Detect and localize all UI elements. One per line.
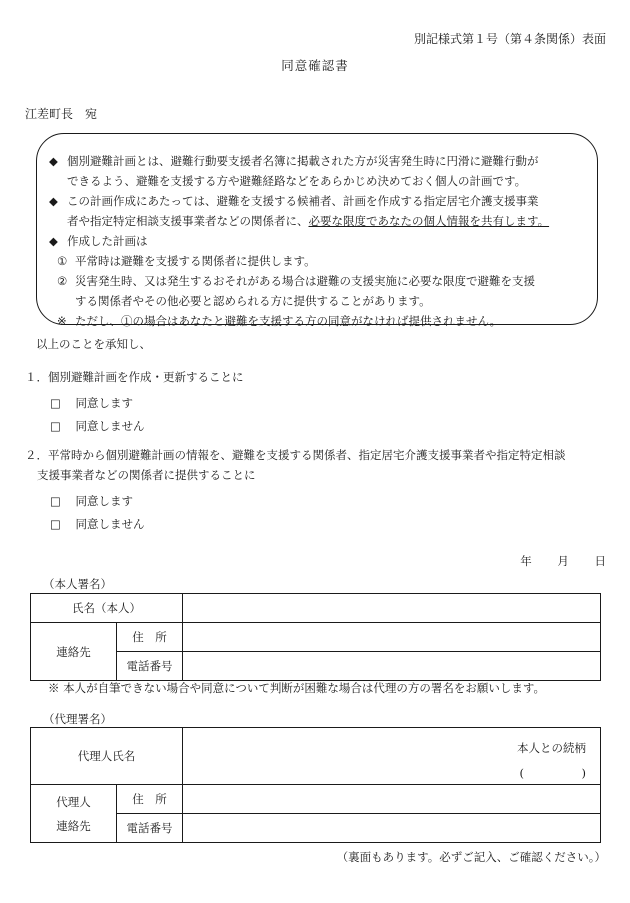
proxy-signature-table bbox=[30, 727, 601, 843]
notice-box bbox=[36, 133, 598, 328]
proxy-contact-label bbox=[31, 785, 117, 843]
notice-text: 作成した計画は bbox=[67, 234, 148, 248]
notice-text: できるよう、避難を支援する方や避難経路などをあらかじめ決めておく個人の計画です。 bbox=[67, 174, 527, 188]
self-phone-field[interactable] bbox=[183, 652, 601, 681]
notice-text: 災害発生時、又は発生するおそれがある場合は避難の支援実施に必要な限度で避難を支援 bbox=[75, 274, 535, 288]
relation-field[interactable]: ( ) bbox=[519, 766, 586, 780]
option-label: 同意します bbox=[75, 494, 133, 508]
notice-text: この計画作成にあたっては、避難を支援する候補者、計画を作成する指定居宅介護支援事業 bbox=[67, 194, 539, 208]
address-label: 住 所 bbox=[117, 785, 183, 814]
notice-text: 個別避難計画とは、避難行動要支援者名簿に掲載された方が災害発生時に円滑に避難行動が bbox=[67, 154, 539, 168]
proxy-name-label: 代理人氏名 bbox=[31, 728, 183, 785]
diamond-bullet-icon: ◆ bbox=[49, 194, 58, 208]
question-1: １．個別避難計画を作成・更新することに bbox=[25, 370, 244, 384]
q2-agree-option[interactable] bbox=[50, 495, 133, 509]
phone-label: 電話番号 bbox=[117, 652, 183, 681]
question-2: ２．平常時から個別避難計画の情報を、避難を支援する関係者、指定居宅介護支援事業者や指定特定相談 bbox=[25, 448, 566, 462]
option-label: 同意します bbox=[75, 396, 133, 410]
note-mark-icon: ※ bbox=[57, 314, 67, 328]
phone-label: 電話番号 bbox=[117, 814, 183, 843]
date-year-label: 年 bbox=[520, 554, 532, 568]
question-2-continued: 支援事業者などの関係者に提供することに bbox=[37, 468, 256, 482]
date-day-label: 日 bbox=[594, 554, 606, 568]
proxy-contact-line: 代理人 bbox=[56, 794, 91, 809]
notice-item-1 bbox=[49, 251, 583, 271]
checkbox-icon[interactable]: □ bbox=[50, 419, 61, 433]
proxy-contact-line: 連絡先 bbox=[56, 818, 91, 833]
proxy-phone-field[interactable] bbox=[183, 814, 601, 843]
diamond-bullet-icon: ◆ bbox=[49, 234, 58, 248]
diamond-bullet-icon: ◆ bbox=[49, 154, 58, 168]
circled-one-icon: ① bbox=[57, 254, 68, 268]
acknowledge-text: 以上のことを承知し、 bbox=[36, 337, 151, 351]
proxy-note: ※ 本人が自筆できない場合や同意について判断が困難な場合は代理の方の署名をお願いします。 bbox=[48, 681, 546, 695]
notice-bullet-2 bbox=[49, 191, 583, 231]
option-label: 同意しません bbox=[75, 419, 145, 433]
self-name-field[interactable] bbox=[183, 594, 601, 623]
notice-caveat bbox=[49, 311, 583, 331]
proxy-address-field[interactable] bbox=[183, 785, 601, 814]
proxy-signature-label: （代理署名） bbox=[43, 712, 112, 726]
date-line bbox=[498, 555, 606, 569]
option-label: 同意しません bbox=[75, 517, 145, 531]
address-label: 住 所 bbox=[117, 623, 183, 652]
notice-text: 平常時は避難を支援する関係者に提供します。 bbox=[75, 254, 316, 268]
underlined-text: 必要な限度であなたの個人情報を共有します。 bbox=[308, 214, 550, 228]
page-title: 同意確認書 bbox=[281, 58, 349, 73]
q1-agree-option[interactable] bbox=[50, 397, 133, 411]
q1-disagree-option[interactable] bbox=[50, 420, 145, 434]
checkbox-icon[interactable]: □ bbox=[50, 517, 61, 531]
notice-bullet-3 bbox=[49, 231, 583, 251]
addressee: 江差町長 宛 bbox=[25, 107, 98, 121]
notice-bullet-1 bbox=[49, 151, 583, 191]
notice-text: する関係者やその他必要と認められる方に提供することがあります。 bbox=[75, 294, 431, 308]
self-signature-label: （本人署名） bbox=[43, 577, 112, 591]
proxy-name-field[interactable] bbox=[183, 728, 601, 785]
self-address-field[interactable] bbox=[183, 623, 601, 652]
relation-label: 本人との続柄 bbox=[517, 741, 586, 755]
circled-two-icon: ② bbox=[57, 274, 68, 288]
notice-text-part: 者や指定特定相談支援事業者などの関係者に、 bbox=[67, 214, 309, 228]
notice-text bbox=[67, 211, 549, 231]
back-page-note: （裏面もあります。必ずご記入、ご確認ください。） bbox=[336, 850, 606, 864]
form-reference: 別記様式第１号（第４条関係）表面 bbox=[413, 32, 606, 46]
checkbox-icon[interactable]: □ bbox=[50, 396, 61, 410]
q2-disagree-option[interactable] bbox=[50, 518, 145, 532]
contact-label: 連絡先 bbox=[31, 623, 117, 681]
self-signature-table bbox=[30, 593, 601, 681]
notice-text: ただし、①の場合はあなたと避難を支援する方の同意がなければ提供されません。 bbox=[75, 314, 502, 328]
checkbox-icon[interactable]: □ bbox=[50, 494, 61, 508]
date-month-label: 月 bbox=[557, 554, 569, 568]
name-label: 氏名（本人） bbox=[31, 594, 183, 623]
notice-item-2 bbox=[49, 271, 583, 311]
